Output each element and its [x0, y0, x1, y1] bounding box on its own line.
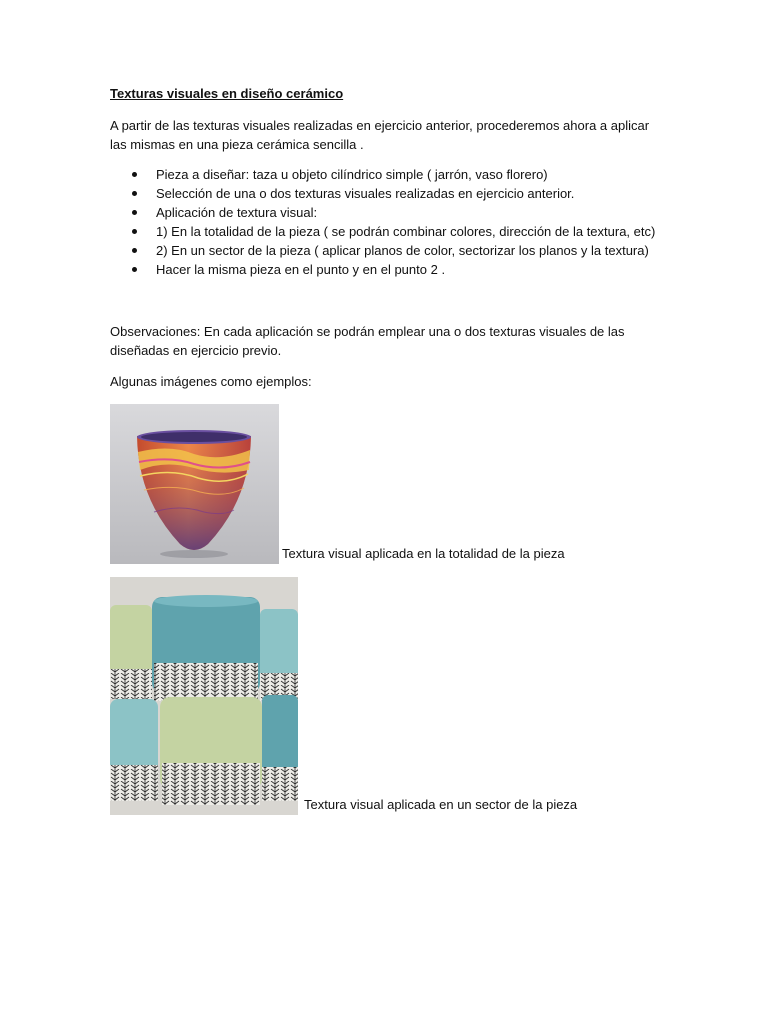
bullet-icon: [132, 210, 137, 215]
instructions-list: [110, 165, 655, 279]
list-item: [110, 184, 655, 203]
document-title: Texturas visuales en diseño cerámico: [110, 86, 344, 101]
list-item: [110, 203, 655, 222]
list-item: [110, 241, 655, 260]
bullet-icon: [132, 172, 137, 177]
list-item-text: Aplicación de textura visual:: [156, 205, 318, 220]
bullet-icon: [132, 267, 137, 272]
observations-paragraph: [110, 322, 670, 360]
list-item-text: 2) En un sector de la pieza ( aplicar planos de color, sectorizar los planos y la textura): [156, 243, 649, 258]
observations-line-2: diseñadas en ejercicio previo.: [110, 343, 282, 358]
list-item: [110, 260, 655, 279]
intro-line-1: A partir de las texturas visuales realizadas en ejercicio anterior, procederemos ahora a aplicar: [110, 118, 650, 133]
list-item-text: Pieza a diseñar: taza u objeto cilíndrico simple ( jarrón, vaso florero): [156, 167, 548, 182]
intro-line-2: las mismas en una pieza cerámica sencilla .: [110, 137, 364, 152]
ceramic-cups-image: [110, 577, 298, 815]
ceramic-bowl-image: [110, 404, 279, 564]
list-item: [110, 222, 655, 241]
examples-heading: Algunas imágenes como ejemplos:: [110, 374, 312, 389]
list-item: [110, 165, 655, 184]
list-item-text: Selección de una o dos texturas visuales realizadas en ejercicio anterior.: [156, 186, 575, 201]
bullet-icon: [132, 248, 137, 253]
observations-line-1: Observaciones: En cada aplicación se podrán emplear una o dos texturas visuales de las: [110, 324, 625, 339]
bullet-icon: [132, 191, 137, 196]
list-item-text: Hacer la misma pieza en el punto y en el punto 2 .: [156, 262, 446, 277]
bullet-icon: [132, 229, 137, 234]
caption-sector-texture: Textura visual aplicada en un sector de la pieza: [304, 797, 578, 812]
list-item-text: 1) En la totalidad de la pieza ( se podrán combinar colores, dirección de la textura, etc): [156, 224, 656, 239]
caption-full-texture: Textura visual aplicada en la totalidad de la pieza: [282, 546, 565, 561]
intro-paragraph: [110, 116, 670, 154]
